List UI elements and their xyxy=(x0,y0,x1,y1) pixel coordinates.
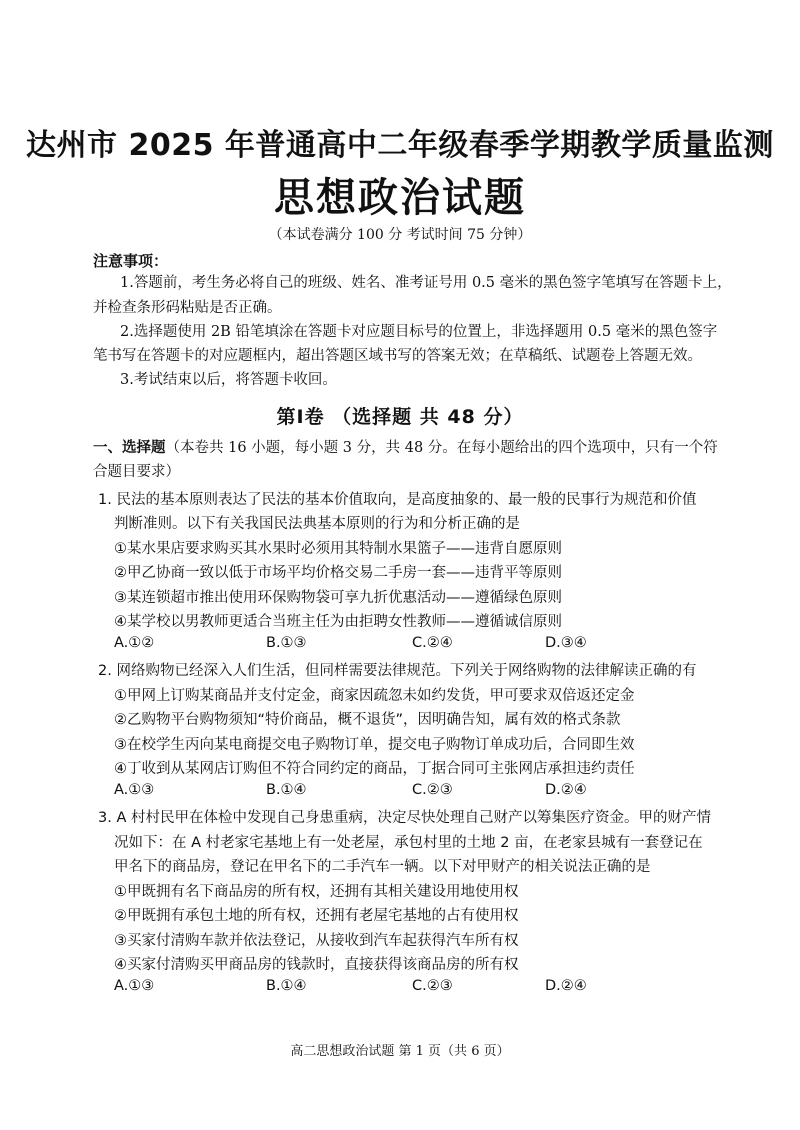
notice-line: 1.答题前，考生务必将自己的班级、姓名、准考证号用 0.5 毫米的黑色签字笔填写在答题卡上， xyxy=(120,275,732,291)
question-item: ④丁收到从某网店订购但不符合同约定的商品，丁据合同可主张网店承担违约责任 xyxy=(114,761,635,777)
notice-line: 3.考试结束以后，将答题卡收回。 xyxy=(120,372,337,388)
answer-option-b: B.①④ xyxy=(266,782,307,798)
notice-line: 2.选择题使用 2B 铅笔填涂在答题卡对应题目标号的位置上，非选择题用 0.5 毫米的黑色签字 xyxy=(120,324,718,340)
notice-line: 并检查条形码粘贴是否正确。 xyxy=(93,300,282,316)
answer-option-d: D.②④ xyxy=(545,978,587,994)
question-item: ②甲乙协商一致以低于市场平均价格交易二手房一套——违背平等原则 xyxy=(114,565,562,581)
notice-heading: 注意事项： xyxy=(93,252,169,270)
part-label: 一、选择题 xyxy=(93,439,166,456)
part-heading xyxy=(93,436,718,457)
question-item: ②甲既拥有承包土地的所有权，还拥有老屋宅基地的占有使用权 xyxy=(114,908,519,924)
question-stem: 甲名下的商品房，登记在甲名下的二手汽车一辆。以下对甲财产的相关说法正确的是 xyxy=(114,859,651,875)
answer-option-c: C.②③ xyxy=(412,782,453,798)
question-item: ④买家付清购买甲商品房的钱款时，直接获得该商品房的所有权 xyxy=(114,957,519,973)
question-item: ③某连锁超市推出使用环保购物袋可享九折优惠活动——遵循绿色原则 xyxy=(114,590,562,606)
question-stem: 2. 网络购物已经深入人们生活，但同样需要法律规范。下列关于网络购物的法律解读正确的有 xyxy=(98,663,697,679)
answer-option-c: C.②④ xyxy=(412,635,453,651)
subject-title: 思想政治试题 xyxy=(274,175,526,221)
answer-option-a: A.①③ xyxy=(114,782,155,798)
question-stem: 况如下：在 A 村老家宅基地上有一处老屋，承包村里的土地 2 亩，在老家县城有一套登记在 xyxy=(114,835,703,851)
answer-option-d: D.②④ xyxy=(545,782,587,798)
question-item: ①甲既拥有名下商品房的所有权，还拥有其相关建设用地使用权 xyxy=(114,884,519,900)
answer-option-d: D.③④ xyxy=(545,635,587,651)
page-footer: 高二思想政治试题 第 1 页（共 6 页） xyxy=(290,1044,510,1059)
question-item: ③在校学生丙向某电商提交电子购物订单，提交电子购物订单成功后，合同即生效 xyxy=(114,737,635,753)
exam-title: 达州市 2025 年普通高中二年级春季学期教学质量监测 xyxy=(26,128,774,163)
question-item: ①甲网上订购某商品并支付定金，商家因疏忽未如约发货，甲可要求双倍返还定金 xyxy=(114,688,635,704)
answer-option-c: C.②③ xyxy=(412,978,453,994)
question-item: ③买家付清购车款并依法登记，从接收到汽车起获得汽车所有权 xyxy=(114,933,519,949)
question-stem: 1. 民法的基本原则表达了民法的基本价值取向，是高度抽象的、最一般的民事行为规范和价值 xyxy=(98,492,697,508)
question-stem: 判断准则。以下有关我国民法典基本原则的行为和分析正确的是 xyxy=(114,516,520,532)
question-item: ②乙购物平台购物须知“特价商品，概不退货”，因明确告知，属有效的格式条款 xyxy=(114,712,621,728)
answer-option-b: B.①④ xyxy=(266,978,307,994)
part-description-cont: 合题目要求） xyxy=(93,464,180,480)
section-title: 第Ⅰ卷 （选择题 共 48 分） xyxy=(276,406,524,428)
question-stem: 3. A 村村民甲在体检中发现自己身患重病，决定尽快处理自己财产以筹集医疗资金。甲的财产情 xyxy=(98,810,711,826)
answer-option-b: B.①③ xyxy=(266,635,307,651)
answer-option-a: A.①③ xyxy=(114,978,155,994)
notice-line: 笔书写在答题卡的对应题框内，超出答题区域书写的答案无效；在草稿纸、试题卷上答题无效。 xyxy=(93,348,702,364)
part-description: （本卷共 16 小题，每小题 3 分，共 48 分。在每小题给出的四个选项中，只有一个符 xyxy=(165,440,718,456)
question-item: ④某学校以男教师更适合当班主任为由拒聘女性教师——遵循诚信原则 xyxy=(114,614,562,630)
question-item: ①某水果店要求购买其水果时必须用其特制水果篮子——违背自愿原则 xyxy=(114,541,562,557)
exam-info: （本试卷满分 100 分 考试时间 75 分钟） xyxy=(268,227,532,243)
answer-option-a: A.①② xyxy=(114,635,155,651)
